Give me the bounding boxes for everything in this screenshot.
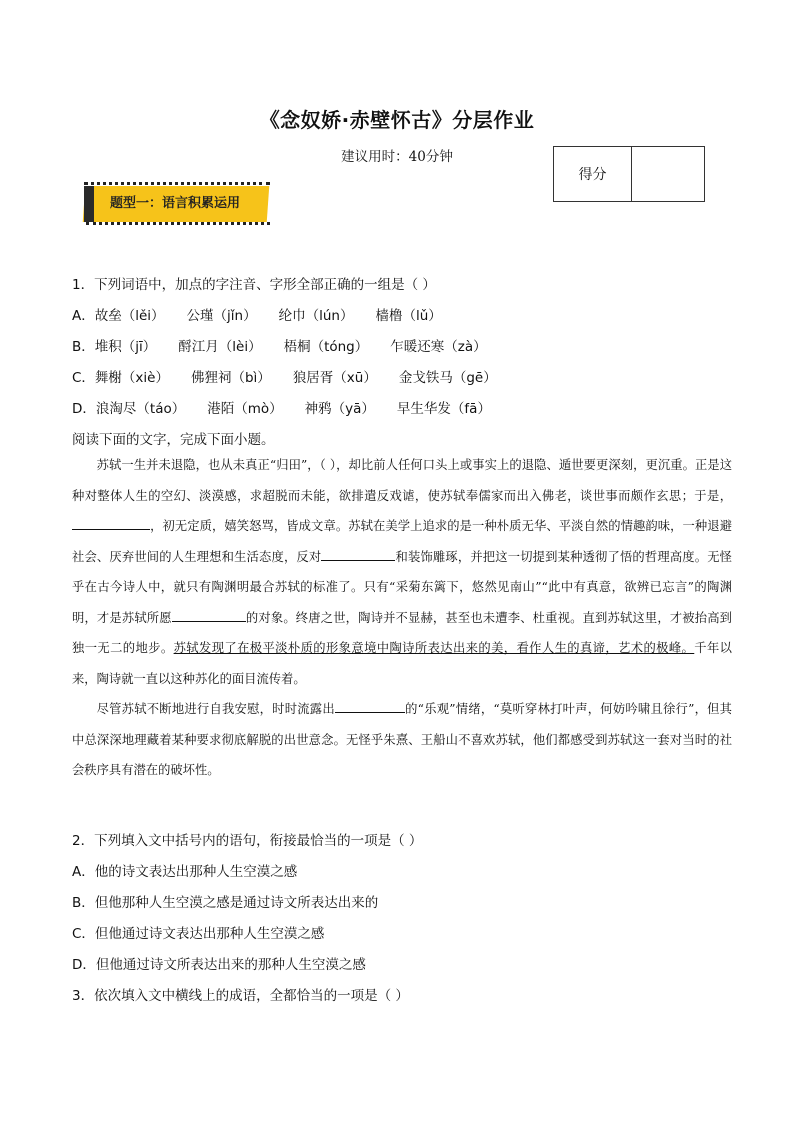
suggested-time: 建议用时：40分钟: [341, 149, 453, 165]
option-term: A．故垒（lěi）: [72, 308, 165, 324]
reading-intro: 阅读下面的文字，完成下面小题。: [72, 432, 275, 448]
option-term: 乍暖还寒（zà）: [390, 339, 487, 355]
option-term: 纶巾（lún）: [278, 308, 354, 324]
passage-paragraph-2: [72, 694, 732, 786]
question-2-option-d: D．但他通过诗文所表达出来的那种人生空漠之感: [72, 957, 366, 973]
section-banner: [84, 182, 270, 228]
option-term: 酹江月（lèi）: [178, 339, 262, 355]
score-value-field: [632, 147, 704, 201]
section-banner-label: 题型一：语言积累运用: [110, 196, 241, 211]
question-2: [72, 826, 732, 1012]
banner-dark-stripe: [84, 186, 94, 222]
option-term: 公瑾（jǐn）: [186, 308, 257, 324]
passage-text: 千年以来，陶诗就一直以这种苏化的面目流传着。: [72, 641, 732, 686]
option-term: 港陌（mò）: [207, 401, 283, 417]
fill-blank-1: [72, 515, 150, 530]
question-1-option-c: [72, 363, 732, 394]
question-1: [72, 270, 732, 456]
banner-dotted-edge-bottom: [86, 222, 270, 226]
fill-blank-4: [335, 698, 405, 713]
passage-text: 和装饰雕琢，并把这一切提到某种透彻了悟的哲理高度。无怪乎在古今诗人中，就只有陶渊明最合苏轼的标准了。只有“采菊东篱下，悠然见南山”“此中有真意，欲辨已忘言”的陶渊明，才是苏轼所愿: [72, 549, 732, 625]
score-box: [553, 146, 705, 202]
fill-blank-3: [172, 607, 246, 622]
passage-text: 尽管苏轼不断地进行自我安慰，时时流露出: [96, 702, 335, 716]
question-1-option-a: [72, 301, 732, 332]
option-term: 佛狸祠（bì）: [190, 370, 271, 386]
question-2-option-c: C．但他通过诗文表达出那种人生空漠之感: [72, 926, 325, 942]
question-1-stem: 1．下列词语中，加点的字注音、字形全部正确的一组是（ ）: [72, 277, 436, 293]
question-2-stem: 2．下列填入文中括号内的语句，衔接最恰当的一项是（ ）: [72, 833, 423, 849]
question-1-option-d: [72, 394, 732, 425]
option-term: 神鸦（yā）: [304, 401, 375, 417]
underlined-sentence: 苏轼发现了在极平淡朴质的形象意境中陶诗所表达出来的美，看作人生的真谛，艺术的极峰。: [173, 641, 695, 655]
passage-paragraph-1: [72, 450, 732, 694]
option-term: C．舞榭（xiè）: [72, 370, 169, 386]
banner-dotted-edge-top: [84, 182, 270, 186]
passage-text: 的“乐观”情绪，“莫听穿林打叶声，何妨吟啸且徐行”，但其中总深深地理藏着某种要求彻底解脱的出世意念。无怪乎朱熹、王船山不喜欢苏轼，他们都感受到苏轼这一套对当时的社会秩序具有潜在的破坏性。: [72, 702, 732, 777]
option-term: 金戈铁马（gē）: [398, 370, 497, 386]
passage-text: 的对象。终唐之世，陶诗并不显赫，甚至也未遭李、杜重视。直到苏轼这里，才被抬高到独一无二的地步。: [72, 610, 732, 655]
option-term: D．浪淘尽（táo）: [72, 401, 186, 417]
passage-text: ，初无定质，嬉笑怒骂，皆成文章。苏轼在美学上追求的是一种朴质无华、平淡自然的情趣韵味，一种退避社会、厌弃世间的人生理想和生活态度，反对: [72, 519, 732, 564]
option-term: 狼居胥（xū）: [292, 370, 377, 386]
question-1-option-b: [72, 332, 732, 363]
score-label: 得分: [554, 147, 632, 201]
passage-text: 苏轼一生并未退隐，也从未真正“归田”，（ ），却比前人任何口头上或事实上的退隐、遁世要更深刻，更沉重。正是这种对整体人生的空幻、淡漠感，求超脱而未能，欲排遣反戏谑，使苏轼奉儒家而出入佛老，谈世事而颇作玄思；于是，: [72, 458, 732, 503]
reading-passage: [72, 450, 732, 786]
page-title: 《念奴娇·赤壁怀古》分层作业: [259, 108, 535, 132]
fill-blank-2: [321, 546, 395, 561]
option-term: 樯橹（lǔ）: [375, 308, 442, 324]
question-2-option-a: A．他的诗文表达出那种人生空漠之感: [72, 864, 298, 880]
option-term: 梧桐（tóng）: [283, 339, 369, 355]
question-2-option-b: B．但他那种人生空漠之感是通过诗文所表达出来的: [72, 895, 379, 911]
option-term: 早生华发（fā）: [396, 401, 491, 417]
option-term: B．堆积（jī）: [72, 339, 157, 355]
question-3-stem: 3．依次填入文中横线上的成语，全都恰当的一项是（ ）: [72, 988, 409, 1004]
